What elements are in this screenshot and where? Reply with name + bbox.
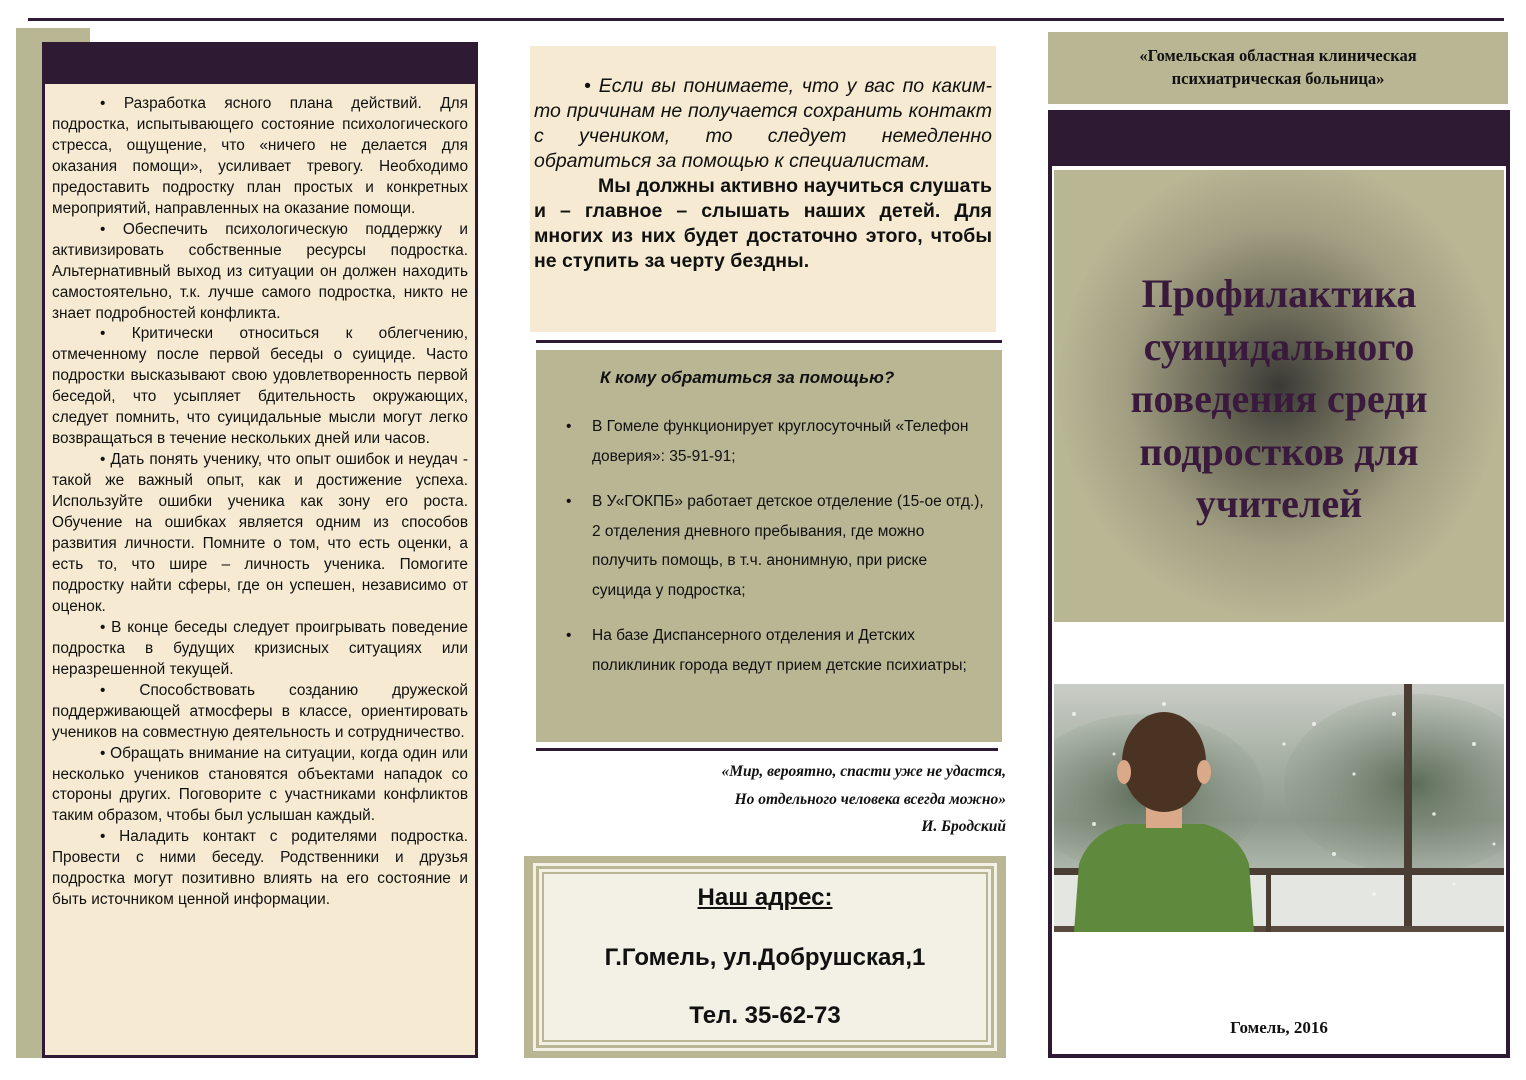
advice-bold: Мы должны активно научиться слушать и – главное – слышать наших детей. Для многих из них будет достаточно этого, чтобы не ступить за черту бездны. xyxy=(534,175,992,272)
recommendation-paragraph: • Разработка ясного плана действий. Для подростка, испытывающего состояние психологического стресса, ощущение, что «ничего не делается для оказания помощи», усиливает тревогу. Необходимо предоставить подростку план простых и конкретных мероприятий, направленных на оказание помощи. xyxy=(52,95,468,217)
boy-at-window-photo xyxy=(1054,684,1504,932)
city-year: Гомель, 2016 xyxy=(1230,1018,1328,1037)
list-item: • В У«ГОКПБ» работает детское отделение (15-ое отд.), 2 отделения дневного пребывания, где можно получить помощь, в т.ч. анонимную, при риске суицида у подростка; xyxy=(560,487,986,605)
top-rule xyxy=(28,18,1504,21)
recommendation-paragraph: • Обеспечить психологическую поддержку и активизировать собственные ресурсы подростка. Альтернативный выход из ситуации он должен находить самостоятельно, т.к. лучше самого подростка, никто не знает подробностей конфликта. xyxy=(52,220,468,322)
photo-illustration xyxy=(1054,684,1504,932)
recommendation-paragraph: • Способствовать созданию дружеской поддерживающей атмосферы в классе, ориентировать учеников на совместную деятельность и сотрудничество. xyxy=(52,681,468,741)
list-item: • На базе Диспансерного отделения и Детских поликлиник города ведут прием детские психиатры; xyxy=(560,621,986,680)
recommendation-paragraph: • Обращать внимание на ситуации, когда один или несколько учеников становятся объектами нападок со стороны других. Поговорите с участниками конфликтов таким образом, чтобы был услышан каждый. xyxy=(52,744,468,825)
brodsky-quote xyxy=(560,758,1006,841)
bullet-icon: • xyxy=(566,418,572,435)
recommendation-paragraph: • Дать понять ученику, что опыт ошибок и неудач - такой же важный опыт, как и достижение успеха. Используйте ошибки ученика как зону его роста. Обучение на ошибках является одним из способов развития личности. Помните о том, что есть оценки, а есть то, что шире – личность ученика. Помогите подростку найти сферы, где он успешен, независимо от оценок. xyxy=(52,451,468,615)
recommendations-text xyxy=(52,94,468,1050)
help-title: К кому обратиться за помощью? xyxy=(600,368,895,387)
hospital-name: «Гомельская областная клиническая психиатрическая больница» xyxy=(1139,46,1417,88)
quote-author: И. Бродский xyxy=(921,818,1006,835)
cover-title: Профилактика суицидального поведения среди подростков для учителей xyxy=(1130,271,1428,526)
address-title: Наш адрес: xyxy=(697,884,833,911)
recommendation-paragraph: • Наладить контакт с родителями подростка. Провести с ними беседу. Родственники и друзья подростка могут позитивно влиять на его состояние и быть источником ценной информации. xyxy=(52,828,468,909)
quote-line: «Мир, вероятно, спасти уже не удастся, xyxy=(721,763,1006,780)
address-phone: Тел. 35-62-73 xyxy=(689,1002,841,1029)
advice-text xyxy=(534,74,992,274)
quote-line: Но отдельного человека всегда можно» xyxy=(734,790,1006,808)
bullet-icon: • xyxy=(566,627,572,644)
bullet-icon: • xyxy=(566,493,572,510)
left-panel-header xyxy=(42,42,478,84)
help-list xyxy=(560,412,986,696)
recommendation-paragraph: • В конце беседы следует проигрывать поведение подростка в будущих кризисных ситуациях или неразрешенной текущей. xyxy=(52,618,468,678)
recommendation-paragraph: • Критически относиться к облегчению, отмеченному после первой беседы о суициде. Часто подростки высказывают свою удовлетворенность первой беседой, что усыпляет бдительность окружающих, следует помнить, что суицидальные мысли могут легко возвращаться в течение нескольких дней или часов. xyxy=(52,325,468,448)
list-item: • В Гомеле функционирует круглосуточный «Телефон доверия»: 35-91-91; xyxy=(560,412,986,471)
left-panel-strip xyxy=(16,28,42,1058)
divider xyxy=(536,340,1002,343)
divider xyxy=(536,748,998,751)
address-street: Г.Гомель, ул.Добрушская,1 xyxy=(604,944,926,971)
advice-italic: • Если вы понимаете, что у вас по каким-то причинам не получается сохранить контакт с учеником, то следует немедленно обратиться за помощью к специалистам. xyxy=(534,75,992,172)
